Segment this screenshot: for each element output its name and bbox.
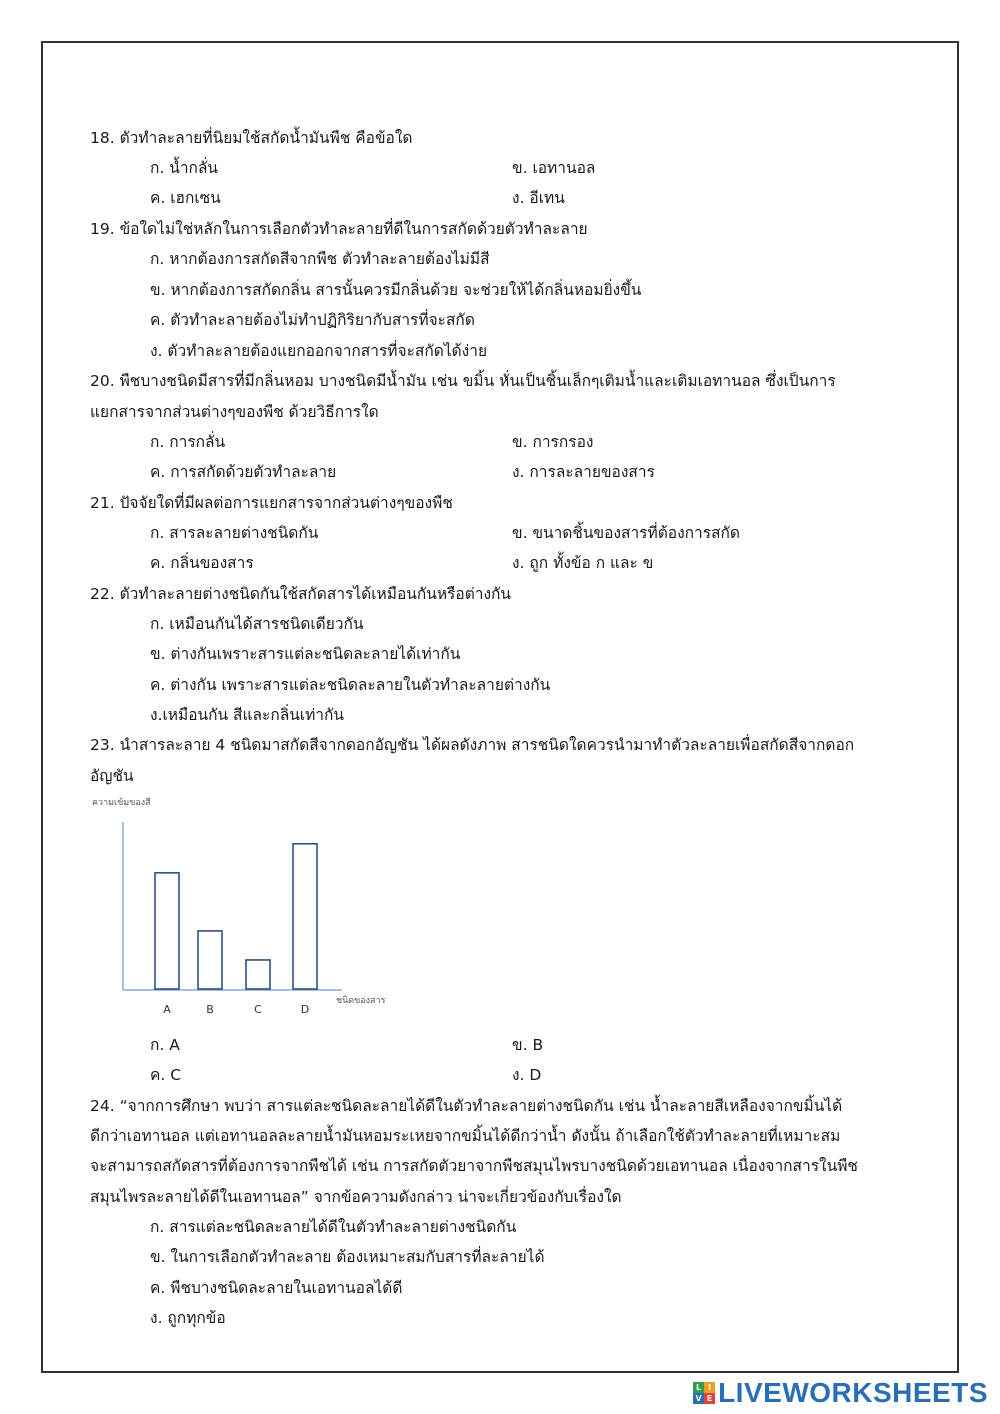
logo-tile: I [704,1382,715,1393]
q18-choice-c[interactable]: ค. เฮกเซน [150,189,221,207]
q19-choice-a[interactable]: ก. หากต้องการสกัดสีจากพืช ตัวทำละลายต้องไม่มีสี [150,250,490,268]
q23-choice-a[interactable]: ก. A [150,1036,180,1054]
q20-choice-d[interactable]: ง. การละลายของสาร [512,463,655,481]
question-23-line-1: 23. นำสารละลาย 4 ชนิดมาสกัดสีจากดอกอัญชัน ได้ผลดังภาพ สารชนิดใดควรนำมาทำตัวละลายเพื่อสกัดสีจากดอก [90,736,855,754]
bar-A [155,873,179,989]
q24-choice-a[interactable]: ก. สารแต่ละชนิดละลายได้ดีในตัวทำละลายต่างชนิดกัน [150,1218,517,1236]
question-24-line-1: 24. “จากการศึกษา พบว่า สารแต่ละชนิดละลายได้ดีในตัวทำละลายต่างชนิดกัน เช่น น้ำละลายสีเหลืองจากขมิ้นได้ [90,1097,843,1115]
q24-choice-b[interactable]: ข. ในการเลือกตัวทำละลาย ต้องเหมาะสมกับสารที่ละลายได้ [150,1248,545,1266]
q20-choice-b[interactable]: ข. การกรอง [512,433,594,451]
question-18: 18. ตัวทำละลายที่นิยมใช้สกัดน้ำมันพืช คือข้อใด [90,129,413,147]
tick-label-A: A [163,1003,171,1016]
q24-choice-c[interactable]: ค. พืชบางชนิดละลายในเอทานอลได้ดี [150,1279,403,1297]
q19-choice-b[interactable]: ข. หากต้องการสกัดกลิ่น สารนั้นควรมีกลิ่นด้วย จะช่วยให้ได้กลิ่นหอมยิ่งขึ้น [150,281,642,299]
q21-choice-b[interactable]: ข. ขนาดชิ้นของสารที่ต้องการสกัด [512,524,740,542]
q22-choice-b[interactable]: ข. ต่างกันเพราะสารแต่ละชนิดละลายได้เท่ากัน [150,645,461,663]
question-20-line-2: แยกสารจากส่วนต่างๆของพืช ด้วยวิธีการใด [90,403,379,421]
bar-C [246,960,270,989]
question-20-line-1: 20. พืชบางชนิดมีสารที่มีกลิ่นหอม บางชนิดมีน้ำมัน เช่น ขมิ้น หั่นเป็นชิ้นเล็กๆเติมน้ำและเติมเอทานอล ซึ่งเป็นการ [90,372,836,390]
q23-choice-d[interactable]: ง. D [512,1066,542,1084]
q19-choice-c[interactable]: ค. ตัวทำละลายต้องไม่ทำปฏิกิริยากับสารที่จะสกัด [150,311,475,329]
question-21: 21. ปัจจัยใดที่มีผลต่อการแยกสารจากส่วนต่างๆของพืช [90,494,453,512]
logo-tile: E [704,1393,715,1404]
logo-tile: L [693,1382,704,1393]
question-24-line-2: ดีกว่าเอทานอล แต่เอทานอลละลายน้ำมันหอมระเหยจากขมิ้นได้ดีกว่าน้ำ ดังนั้น ถ้าเลือกใช้ตัวทำละลายที่เหมาะสม [90,1127,841,1145]
question-22: 22. ตัวทำละลายต่างชนิดกันใช้สกัดสารได้เหมือนกันหรือต่างกัน [90,585,512,603]
question-23-line-2: อัญชัน [90,767,134,785]
bar-chart [90,795,400,1025]
tick-label-D: D [300,1003,310,1016]
q18-choice-b[interactable]: ข. เอทานอล [512,159,596,177]
q20-choice-c[interactable]: ค. การสกัดด้วยตัวทำละลาย [150,463,337,481]
question-24-line-3: จะสามารถสกัดสารที่ต้องการจากพืชได้ เช่น การสกัดตัวยาจากพืชสมุนไพรบางชนิดด้วยเอทานอล เนื่องจากสารในพืช [90,1157,858,1175]
q18-choice-a[interactable]: ก. น้ำกลั่น [150,159,219,177]
logo-tile: V [693,1393,704,1404]
q18-choice-d[interactable]: ง. อีเทน [512,189,565,207]
bar-B [198,931,222,989]
q23-choice-c[interactable]: ค. C [150,1066,182,1084]
logo-mark-icon [693,1382,715,1404]
q22-choice-c[interactable]: ค. ต่างกัน เพราะสารแต่ละชนิดละลายในตัวทำละลายต่างกัน [150,676,551,694]
q21-choice-c[interactable]: ค. กลิ่นของสาร [150,554,254,572]
question-19: 19. ข้อใดไม่ใช่หลักในการเลือกตัวทำละลายที่ดีในการสกัดด้วยตัวทำละลาย [90,220,588,238]
question-24-line-4: สมุนไพรละลายได้ดีในเอทานอล” จากข้อความดังกล่าว น่าจะเกี่ยวข้องกับเรื่องใด [90,1188,622,1206]
logo-text: LIVEWORKSHEETS [718,1377,988,1408]
chart-y-label: ความเข้มของสี [92,798,151,808]
bar-chart-svg [90,795,400,1025]
chart-x-label: ชนิดของสาร [336,996,386,1006]
q24-choice-d[interactable]: ง. ถูกทุกข้อ [150,1309,226,1327]
q22-choice-d[interactable]: ง.เหมือนกัน สีและกลิ่นเท่ากัน [150,706,344,724]
tick-label-C: C [254,1003,262,1016]
q23-choice-b[interactable]: ข. B [512,1036,544,1054]
q22-choice-a[interactable]: ก. เหมือนกันได้สารชนิดเดียวกัน [150,615,364,633]
liveworksheets-logo[interactable] [693,1378,988,1408]
q21-choice-d[interactable]: ง. ถูก ทั้งข้อ ก และ ข [512,554,654,572]
q19-choice-d[interactable]: ง. ตัวทำละลายต้องแยกออกจากสารที่จะสกัดได้ง่าย [150,342,488,360]
tick-label-B: B [206,1003,214,1016]
q20-choice-a[interactable]: ก. การกลั่น [150,433,226,451]
q21-choice-a[interactable]: ก. สารละลายต่างชนิดกัน [150,524,319,542]
bar-D [293,844,317,989]
